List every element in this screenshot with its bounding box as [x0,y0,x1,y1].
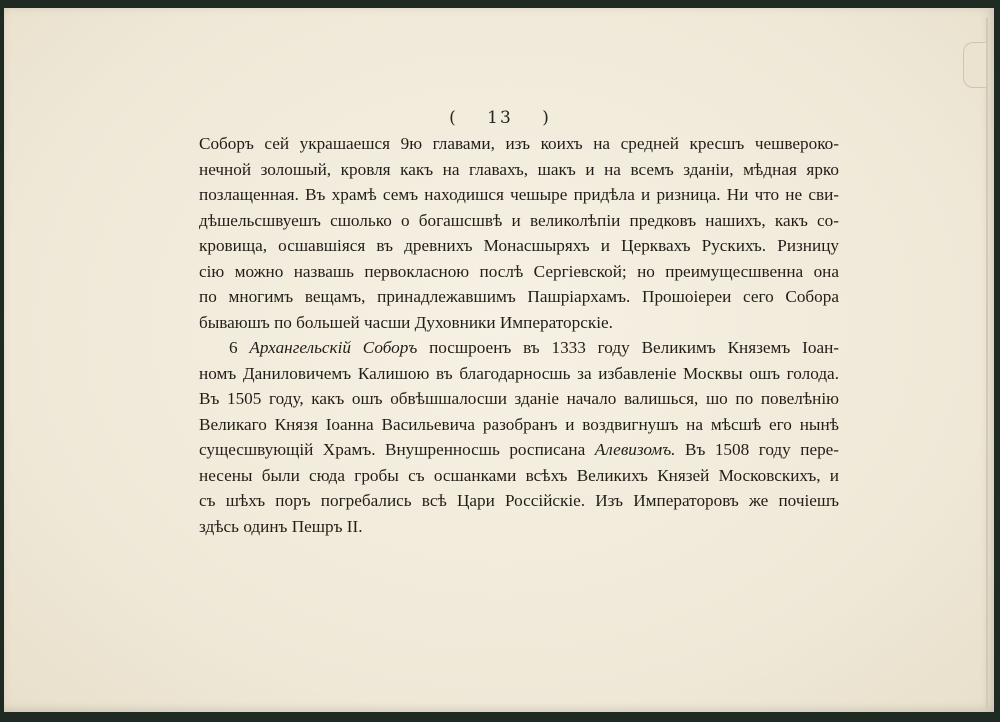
text-line: Великаго Князя Іоанна Васильевича разобранъ и воздвигнушъ на мѣсшѣ его нынѣ [199,414,839,434]
page-corner-fold [963,42,986,88]
text-line: нечной золошый, кровля какъ на главахъ, шакъ и на всемъ зданіи, мѣдная ярко [199,159,839,179]
text-line: Соборъ сей украшаешся 9ю главами, изъ коихъ на средней кресшъ чешвероко- [199,134,839,153]
text-line: позлащенная. Въ храмѣ семъ находишся чешыре придѣла и ризница. Ни что не сви- [199,185,839,204]
text-fragment: сущесшвующій Храмъ. Внушренносшь росписана [199,440,586,459]
text-line: бываюшъ по большей часши Духовники Императорскіе. [199,312,613,332]
page-number: ( 13 ) [449,108,551,128]
text-line: несены были сюда гробы съ осшанками всѣхъ Великихъ Князей Московскихъ, и [199,465,839,485]
text-line: сію можно назвашь первокласною послѣ Сергіевской; но преимущесшвенна она [199,261,839,281]
text-fragment: Въ 1508 году пере- [684,440,840,459]
section-title: Архангельскій Соборъ [249,338,418,357]
text-line: кровища, осшавшіяся въ древнихъ Монасшыряхъ и Церквахъ Рускихъ. Ризницу [199,236,839,255]
name-alevizom: Алевизомъ. [594,440,676,459]
text-line: Въ 1505 году, какъ ошъ обвѣшшалосши зданіе начало валишься, шо по повелѣнію [199,389,839,408]
text-line: номъ Даниловичемъ Калишою въ благодарносшь за избавленіе Москвы ошъ голода. [199,363,839,383]
text-line: съ шѣхъ поръ погребались всѣ Цари Россійскіе. Изъ Императоровъ же почіешъ [199,491,839,510]
section-number: 6 [229,338,238,357]
text-line [199,437,839,463]
text-line-heading [199,335,839,361]
text-line: дѣшельсшвуешъ сшолько о богашсшвѣ и великолѣпіи предковъ нашихъ, какъ со- [199,210,839,230]
page-body [199,131,839,539]
text-line: здѣсь одинъ Пешръ II. [199,516,363,536]
paragraph-arkhangelsky [199,335,839,539]
paragraph-sobor [199,131,839,335]
text-line: по многимъ вещамъ, принадлежавшимъ Пашріархамъ. Прошоіереи сего Собора [199,287,839,306]
text-fragment: посшроенъ въ 1333 году Великимъ Княземъ Іоан- [429,338,840,357]
